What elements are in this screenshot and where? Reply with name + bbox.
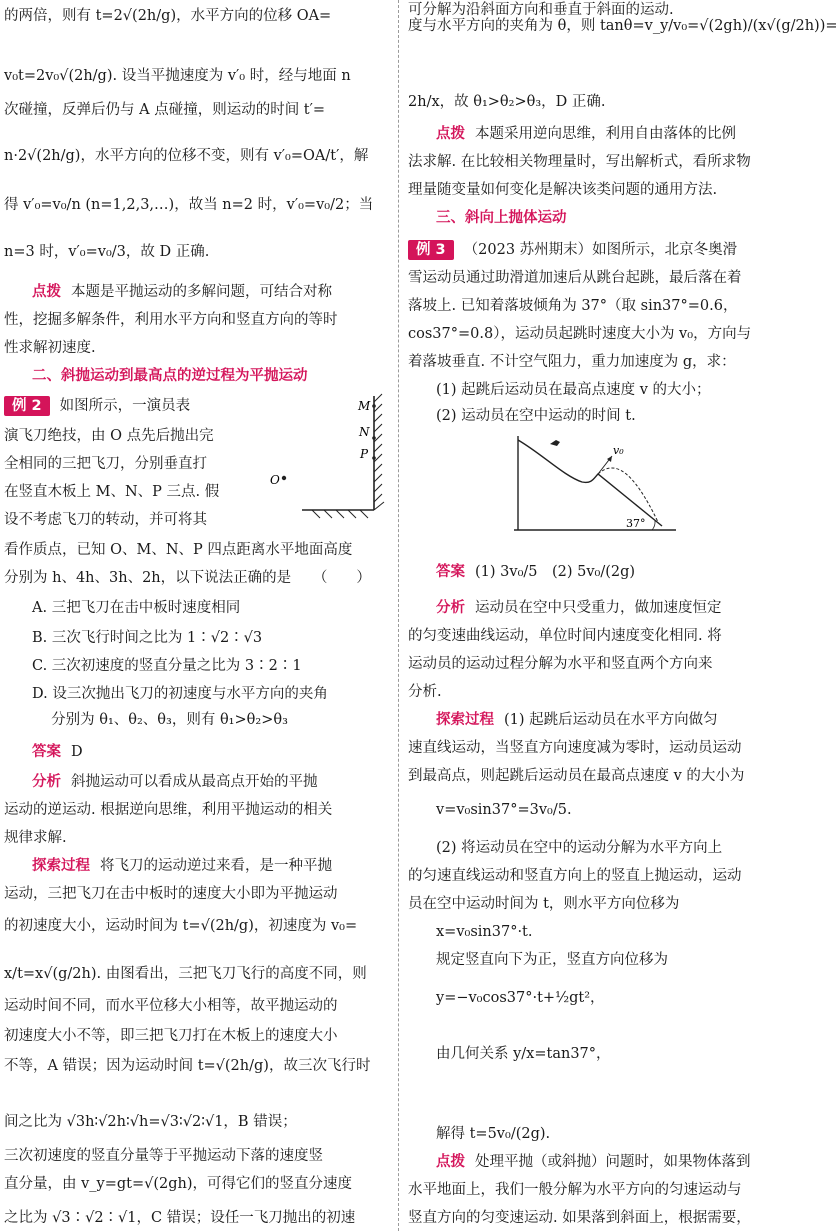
line-text: n·2√(2h/g)，水平方向的位移不变，则有 v′₀=OA/t′，解 — [4, 148, 369, 164]
left-column — [4, 0, 388, 1231]
point-O: O — [270, 473, 280, 487]
line-text: 规律求解. — [4, 830, 67, 846]
section-label: 点拨 — [436, 126, 465, 142]
line-text: 如图所示，一演员表 — [59, 398, 191, 414]
line-text: 2h/x，故 θ₁>θ₂>θ₃，D 正确. — [408, 94, 606, 110]
line-text: 本题采用逆向思维，利用自由落体的比例 — [475, 126, 736, 142]
line-text: 运动的逆运动. 根据逆向思维，利用平抛运动的相关 — [4, 802, 333, 818]
left-line — [4, 628, 388, 650]
line-text: 运动员在空中只受重力，做加速度恒定 — [475, 600, 722, 616]
left-line — [4, 800, 388, 822]
section-label: 探索过程 — [32, 858, 90, 874]
line-text: 设不考虑飞刀的转动，并可将其 — [4, 512, 207, 528]
right-line — [408, 124, 786, 146]
left-line — [4, 540, 388, 562]
line-text: 本题是平抛运动的多解问题，可结合对称 — [71, 284, 332, 300]
line-text: D. 设三次抛出飞刀的初速度与水平方向的夹角 — [32, 686, 328, 702]
line-text: 分别为 θ₁、θ₂、θ₃，则有 θ₁>θ₂>θ₃ — [32, 712, 288, 728]
section-label: 分析 — [436, 600, 465, 616]
left-line — [4, 282, 388, 304]
line-text: (1) 3v₀/5 (2) 5v₀/(2g) — [475, 564, 636, 580]
line-text: 理量随变量如何变化是解决该类问题的通用方法. — [408, 182, 718, 198]
left-line — [4, 916, 388, 938]
right-line — [408, 988, 786, 1010]
section-label: 探索过程 — [436, 712, 494, 728]
line-text: 法求解. 在比较相关物理量时，写出解析式，看所求物 — [408, 154, 751, 170]
line-text: 斜抛运动可以看成从最高点开始的平抛 — [71, 774, 318, 790]
line-text: 将飞刀的运动逆过来看，是一种平抛 — [100, 858, 332, 874]
right-column — [408, 0, 838, 1231]
line-text: 的初速度大小，运动时间为 t=√(2h/g)，初速度为 v₀= — [4, 918, 358, 934]
right-line — [408, 800, 786, 822]
line-text: C. 三次初速度的竖直分量之比为 3∶2∶1 — [32, 658, 302, 674]
line-text: 的匀速直线运动和竖直方向上的竖直上抛运动，运动 — [408, 868, 742, 884]
right-line — [408, 654, 786, 676]
line-text: 水平地面上，我们一般分解为水平方向的匀速运动与 — [408, 1182, 742, 1198]
right-line — [408, 1124, 786, 1146]
left-line — [4, 366, 388, 388]
column-divider — [398, 0, 399, 1231]
left-line — [4, 772, 388, 794]
right-line — [408, 838, 786, 860]
left-line — [4, 742, 388, 764]
line-text: 直分量，由 v_y=gt=√(2gh)，可得它们的竖直分速度 — [4, 1176, 353, 1192]
left-line — [4, 598, 388, 620]
left-line — [4, 242, 388, 264]
line-text: 间之比为 √3h∶√2h∶√h=√3∶√2∶√1，B 错误； — [4, 1114, 297, 1130]
line-text: 演飞刀绝技，由 O 点先后抛出完 — [4, 428, 214, 444]
right-line — [408, 380, 786, 402]
line-text: x=v₀sin37°·t. — [436, 924, 533, 940]
line-text: 解得 t=5v₀/(2g). — [436, 1126, 551, 1142]
right-line — [408, 1044, 786, 1066]
line-text: 次碰撞，反弹后仍与 A 点碰撞，则运动的时间 t′= — [4, 102, 326, 118]
right-line — [408, 598, 786, 620]
section-label: 点拨 — [32, 284, 61, 300]
line-text: 处理平抛（或斜抛）问题时，如果物体落到 — [475, 1154, 751, 1170]
ski-jump-figure — [512, 434, 682, 538]
right-line — [408, 562, 786, 584]
line-text: 着落坡垂直. 不计空气阻力，重力加速度为 g，求： — [408, 354, 736, 370]
point-P: P — [360, 447, 369, 461]
line-text: v=v₀sin37°=3v₀/5. — [436, 802, 572, 818]
line-text: 运动员的运动过程分解为水平和竖直两个方向来 — [408, 656, 713, 672]
left-line — [4, 1112, 388, 1134]
line-text: 规定竖直向下为正，竖直方向位移为 — [436, 952, 668, 968]
example-badge: 例 2 — [4, 396, 50, 416]
section-label: 分析 — [32, 774, 61, 790]
line-text: y=−v₀cos37°·t+½gt²， — [436, 990, 605, 1006]
left-line — [4, 964, 388, 986]
section-heading: 二、斜抛运动到最高点的逆过程为平抛运动 — [32, 368, 308, 384]
velocity-label: v₀ — [613, 444, 624, 457]
knife-board-figure — [262, 392, 388, 520]
line-text: 在竖直木板上 M、N、P 三点. 假 — [4, 484, 220, 500]
right-line — [408, 1180, 786, 1202]
section-label: 点拨 — [436, 1154, 465, 1170]
line-text: (2) 运动员在空中运动的时间 t. — [436, 408, 636, 424]
left-line — [4, 1026, 388, 1048]
right-line — [408, 710, 786, 732]
line-text: 度与水平方向的夹角为 θ，则 tanθ=v_y/v₀=√(2gh)/(x√(g/2h))= — [408, 18, 838, 34]
line-text: (1) 起跳后运动员在最高点速度 v 的大小； — [436, 382, 711, 398]
line-text: B. 三次飞行时间之比为 1∶√2∶√3 — [32, 630, 263, 646]
line-text: (1) 起跳后运动员在水平方向做匀 — [504, 712, 718, 728]
line-text: cos37°=0.8），运动员起跳时速度大小为 v₀，方向与 — [408, 326, 752, 342]
right-line — [408, 0, 786, 22]
right-line — [408, 738, 786, 760]
left-line — [4, 1056, 388, 1078]
right-line — [408, 180, 786, 202]
left-line — [4, 310, 388, 332]
line-text: 落坡上. 已知着落坡倾角为 37°（取 sin37°=0.6， — [408, 298, 738, 314]
line-text: 初速度大小不等，即三把飞刀打在木板上的速度大小 — [4, 1028, 338, 1044]
line-text: 到最高点，则起跳后运动员在最高点速度 v 的大小为 — [408, 768, 745, 784]
line-text: 运动时间不同，而水平位移大小相等，故平抛运动的 — [4, 998, 338, 1014]
left-line — [4, 338, 388, 360]
right-line — [408, 1152, 786, 1174]
left-line — [4, 195, 388, 217]
left-line — [4, 1174, 388, 1196]
line-text: D — [71, 744, 83, 760]
line-text: 得 v′₀=v₀/n (n=1,2,3,…)，故当 n=2 时，v′₀=v₀/2；当 — [4, 197, 374, 213]
right-line — [408, 240, 786, 262]
point-N: N — [359, 425, 370, 439]
right-line — [408, 296, 786, 318]
line-text: 三次初速度的竖直分量等于平抛运动下落的速度竖 — [4, 1148, 323, 1164]
left-line — [4, 100, 388, 122]
left-line — [4, 146, 388, 168]
left-line — [4, 884, 388, 906]
left-line — [4, 66, 388, 88]
right-line — [408, 208, 786, 230]
right-line — [408, 352, 786, 374]
left-line — [4, 996, 388, 1018]
right-line — [408, 268, 786, 290]
right-line — [408, 92, 786, 114]
left-line — [4, 1146, 388, 1168]
line-text: x/t=x√(g/2h). 由图看出，三把飞刀飞行的高度不同，则 — [4, 966, 367, 982]
line-text: 运动，三把飞刀在击中板时的速度大小即为平抛运动 — [4, 886, 338, 902]
angle-label: 37° — [626, 517, 646, 530]
right-line — [408, 324, 786, 346]
right-line — [408, 682, 786, 704]
line-text: v₀t=2v₀√(2h/g). 设当平抛速度为 v′₀ 时，经与地面 n — [4, 68, 351, 84]
left-line — [4, 856, 388, 878]
line-text: 员在空中运动时间为 t，则水平方向位移为 — [408, 896, 680, 912]
line-text: 的两倍，则有 t=2√(2h/g)，水平方向的位移 OA= — [4, 8, 332, 24]
section-heading: 三、斜向上抛体运动 — [436, 210, 567, 226]
line-text: （2023 苏州期末）如图所示，北京冬奥滑 — [463, 242, 738, 258]
left-line — [4, 568, 388, 590]
left-line — [4, 656, 388, 678]
line-text: 由几何关系 y/x=tan37°， — [436, 1046, 611, 1062]
left-line — [4, 828, 388, 850]
line-text: 分别为 h、4h、3h、2h，以下说法正确的是 （ ） — [4, 570, 371, 586]
section-label: 答案 — [436, 564, 465, 580]
point-M: M — [358, 399, 371, 413]
right-line — [408, 406, 786, 428]
right-line — [408, 866, 786, 888]
right-line — [408, 626, 786, 648]
line-text: 可分解为沿斜面方向和垂直于斜面的运动. — [408, 2, 674, 18]
right-line — [408, 894, 786, 916]
right-line — [408, 950, 786, 972]
line-text: 之比为 √3∶√2∶√1，C 错误；设任一飞刀抛出的初速 — [4, 1210, 356, 1226]
line-text: 不等，A 错误；因为运动时间 t=√(2h/g)，故三次飞行时 — [4, 1058, 371, 1074]
left-line — [4, 710, 388, 732]
right-line — [408, 766, 786, 788]
line-text: 看作质点，已知 O、M、N、P 四点距离水平地面高度 — [4, 542, 353, 558]
line-text: 性求解初速度. — [4, 340, 96, 356]
line-text: 竖直方向的匀变速运动. 如果落到斜面上，根据需要， — [408, 1210, 751, 1226]
left-line — [4, 1208, 388, 1230]
line-text: 分析. — [408, 684, 442, 700]
line-text: 雪运动员通过助滑道加速后从跳台起跳，最后落在着 — [408, 270, 742, 286]
left-line — [4, 6, 388, 28]
line-text: A. 三把飞刀在击中板时速度相同 — [32, 600, 241, 616]
section-label: 答案 — [32, 744, 61, 760]
right-line — [408, 1208, 786, 1230]
line-text: 性，挖掘多解条件，利用水平方向和竖直方向的等时 — [4, 312, 338, 328]
line-text: n=3 时，v′₀=v₀/3，故 D 正确. — [4, 244, 210, 260]
line-text: 的匀变速曲线运动，单位时间内速度变化相同. 将 — [408, 628, 722, 644]
right-line — [408, 922, 786, 944]
left-line — [4, 684, 388, 706]
line-text: 全相同的三把飞刀，分别垂直打 — [4, 456, 207, 472]
example-badge: 例 3 — [408, 240, 454, 260]
line-text: 速直线运动，当竖直方向速度减为零时，运动员运动 — [408, 740, 742, 756]
line-text: (2) 将运动员在空中的运动分解为水平方向上 — [436, 840, 723, 856]
right-line — [408, 152, 786, 174]
